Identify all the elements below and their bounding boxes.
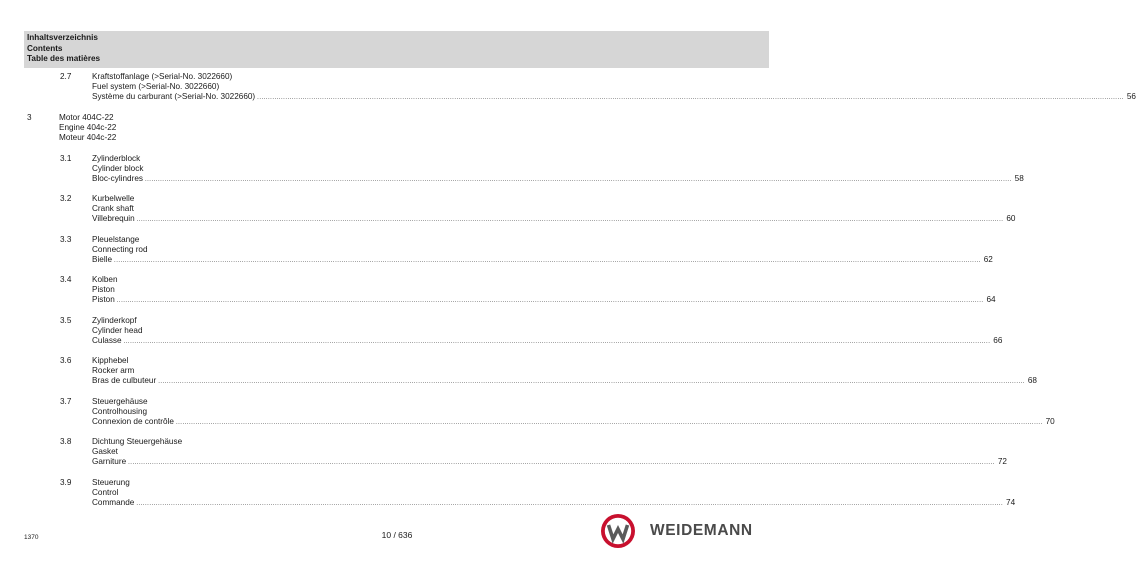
page-number[interactable]: 66	[993, 336, 1003, 346]
header-title-en: Contents	[27, 43, 63, 53]
dot-leader: ................................................................................................................................................................................................................................................................................................................................................................................................................	[114, 258, 981, 265]
title-fr: Connexion de contrôle	[92, 417, 174, 427]
page-number[interactable]: 68	[1027, 376, 1037, 386]
dot-leader: ................................................................................................................................................................................................................................................................................................................................................................................................................	[175, 420, 1043, 427]
title-de: Kraftstoffanlage (>Serial-No. 3022660)	[92, 72, 233, 81]
title-de: Pleuelstange	[92, 235, 140, 244]
title-fr: Bielle	[92, 255, 113, 265]
title-fr: Bloc-cylindres	[92, 174, 143, 184]
title-de: Dichtung Steuergehäuse	[92, 437, 183, 446]
title-fr: Commande	[92, 498, 135, 508]
dot-leader: ................................................................................................................................................................................................................................................................................................................................................................................................................	[158, 379, 1025, 386]
weidemann-w-logo-icon	[600, 513, 636, 549]
title-de: Steuergehäuse	[92, 397, 148, 406]
title-fr: Villebrequin	[92, 214, 135, 224]
section-number: 3.3	[60, 235, 72, 244]
title-fr: Bras de culbuteur	[92, 376, 157, 386]
title-fr: Garniture	[92, 457, 127, 467]
title-en: Controlhousing	[92, 407, 148, 417]
title-fr: Culasse	[92, 336, 122, 346]
dot-leader: ................................................................................................................................................................................................................................................................................................................................................................................................................	[136, 217, 1004, 224]
section-number: 2.7	[60, 72, 72, 81]
page-number[interactable]: 56	[1126, 92, 1136, 102]
section-number: 3.5	[60, 316, 72, 325]
page-number[interactable]: 64	[986, 295, 996, 305]
document-code: 1370	[24, 534, 39, 541]
title-en: Engine 404c-22	[59, 123, 117, 133]
brand-logo	[600, 513, 770, 549]
dot-leader: ................................................................................................................................................................................................................................................................................................................................................................................................................	[116, 298, 984, 305]
title-en: Fuel system (>Serial-No. 3022660)	[92, 82, 220, 92]
page-indicator: 10 / 636	[381, 530, 413, 540]
dot-leader: ................................................................................................................................................................................................................................................................................................................................................................................................................	[257, 95, 1124, 102]
chapter-number: 3	[27, 113, 32, 122]
title-de: Kurbelwelle	[92, 194, 135, 203]
dot-leader: ................................................................................................................................................................................................................................................................................................................................................................................................................	[136, 501, 1004, 508]
title-de: Steuerung	[92, 478, 130, 487]
title-de: Motor 404C-22	[59, 113, 114, 122]
dot-leader: ................................................................................................................................................................................................................................................................................................................................................................................................................	[123, 339, 991, 346]
section-number: 3.1	[60, 154, 72, 163]
section-number: 3.6	[60, 356, 72, 365]
section-number: 3.2	[60, 194, 72, 203]
title-en: Cylinder block	[92, 164, 144, 174]
toc-header	[24, 31, 769, 68]
title-en: Gasket	[92, 447, 118, 457]
section-number: 3.9	[60, 478, 72, 487]
title-fr: Piston	[92, 295, 115, 305]
section-number: 3.7	[60, 397, 72, 406]
title-en: Crank shaft	[92, 204, 134, 214]
dot-leader: ................................................................................................................................................................................................................................................................................................................................................................................................................	[128, 460, 995, 467]
title-en: Cylinder head	[92, 326, 143, 336]
title-de: Zylinderkopf	[92, 316, 137, 325]
section-number: 3.8	[60, 437, 72, 446]
page-number[interactable]: 62	[983, 255, 993, 265]
brand-name: WEIDEMANN	[650, 522, 753, 539]
page-number[interactable]: 72	[997, 457, 1007, 467]
page-number[interactable]: 74	[1006, 498, 1016, 508]
page-number[interactable]: 60	[1006, 214, 1016, 224]
title-fr: Moteur 404c-22	[59, 133, 117, 143]
dot-leader: ................................................................................................................................................................................................................................................................................................................................................................................................................	[144, 177, 1012, 184]
title-en: Connecting rod	[92, 245, 148, 255]
section-number: 3.4	[60, 275, 72, 284]
title-fr: Système du carburant (>Serial-No. 3022660)	[92, 92, 256, 102]
title-en: Control	[92, 488, 119, 498]
title-en: Rocker arm	[92, 366, 135, 376]
title-de: Zylinderblock	[92, 154, 141, 163]
page-number[interactable]: 70	[1045, 417, 1055, 427]
title-de: Kolben	[92, 275, 118, 284]
title-de: Kipphebel	[92, 356, 129, 365]
header-title-fr: Table des matières	[27, 54, 101, 64]
title-en: Piston	[92, 285, 115, 295]
page-number[interactable]: 58	[1014, 174, 1024, 184]
header-title-de: Inhaltsverzeichnis	[27, 33, 98, 42]
